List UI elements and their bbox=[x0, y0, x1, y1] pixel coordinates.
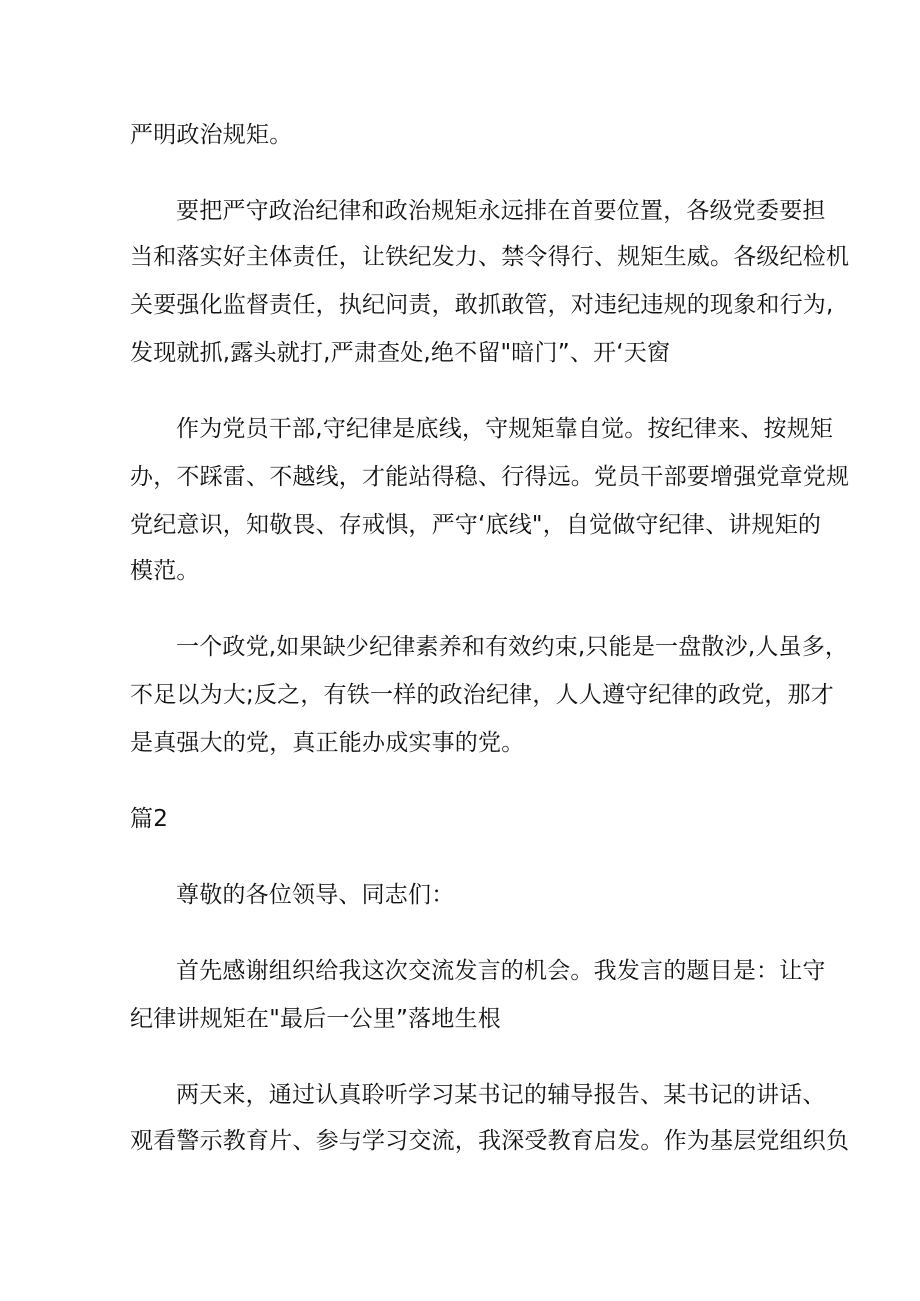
paragraph-line: 一个政党,如果缺少纪律素养和有效约束,只能是一盘散沙,人虽多， bbox=[176, 634, 849, 660]
paragraph-line: 首先感谢组织给我这次交流发言的机会。我发言的题目是：让守 bbox=[176, 958, 826, 984]
paragraph-line: 当和落实好主体责任，让铁纪发力、禁令得行、规矩生威。各级纪检机 bbox=[130, 244, 850, 270]
paragraph-line: 观看警示教育片、参与学习交流，我深受教育启发。作为基层党组织负 bbox=[130, 1128, 850, 1154]
paragraph-line: 两天来，通过认真聆听学习某书记的辅导报告、某书记的讲话、 bbox=[176, 1082, 826, 1108]
paragraph-line: 党纪意识，知敬畏、存戒惧，严守‘底线"，自觉做守纪律、讲规矩的 bbox=[130, 512, 822, 538]
paragraph-line: 纪律讲规矩在"最后一公里”落地生根 bbox=[130, 1006, 501, 1032]
paragraph-line: 模范。 bbox=[130, 558, 200, 584]
paragraph-line: 办，不踩雷、不越线，才能站得稳、行得远。党员干部要增强党章党规 bbox=[130, 464, 850, 490]
section-heading: 篇2 bbox=[130, 806, 169, 832]
paragraph-line: 发现就抓,露头就打,严肃查处,绝不留"暗门”、开‘天窗 bbox=[130, 340, 671, 366]
paragraph-line: 不足以为大;反之，有铁一样的政治纪律，人人遵守纪律的政党，那才 bbox=[130, 682, 834, 708]
paragraph-line: 要把严守政治纪律和政治规矩永远排在首要位置，各级党委要担 bbox=[176, 198, 826, 224]
paragraph-line: 严明政治规矩。 bbox=[130, 122, 293, 148]
paragraph-line: 作为党员干部,守纪律是底线，守规矩靠自觉。按纪律来、按规矩 bbox=[176, 416, 834, 442]
paragraph-line: 是真强大的党，真正能办成实事的党。 bbox=[130, 730, 525, 756]
salutation-line: 尊敬的各位领导、同志们： bbox=[176, 882, 455, 908]
paragraph-line: 关要强化监督责任，执纪问责，敢抓敢管，对违纪违规的现象和行为, bbox=[130, 292, 834, 318]
